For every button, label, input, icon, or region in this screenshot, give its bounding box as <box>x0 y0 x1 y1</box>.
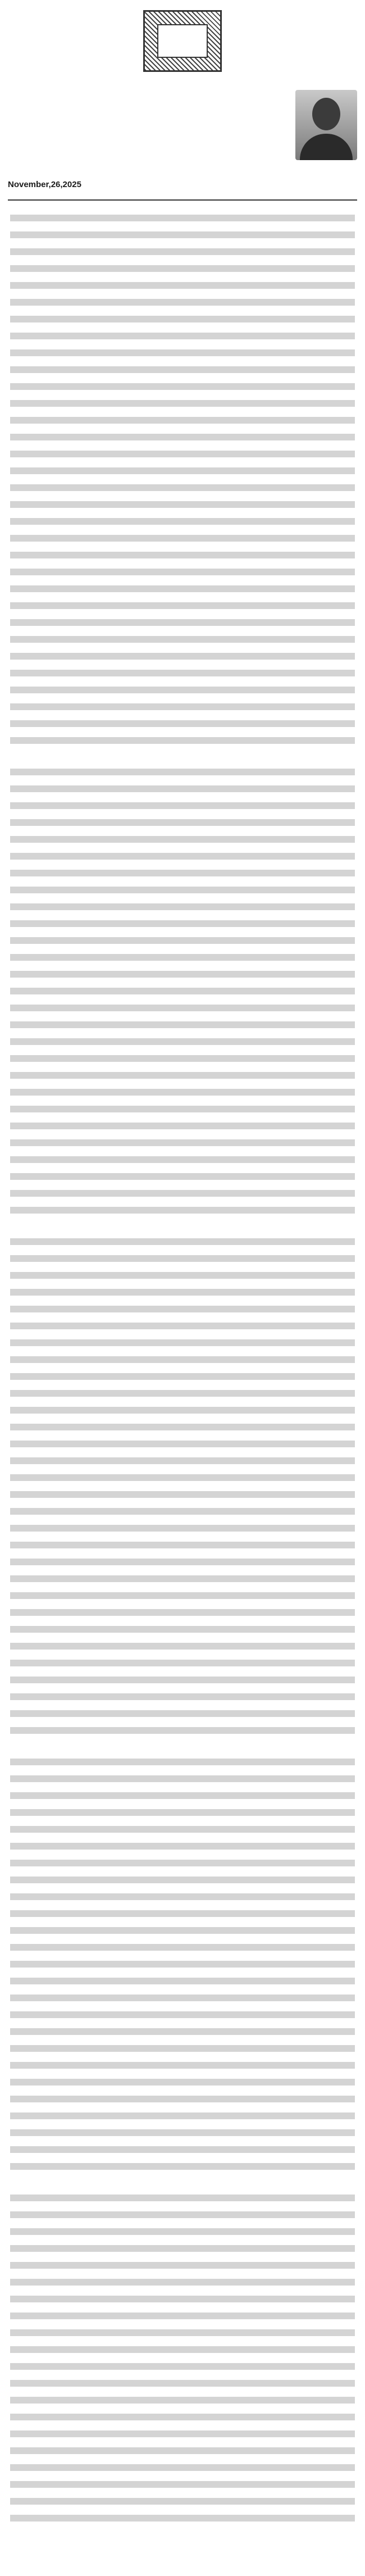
article-body <box>10 209 355 2541</box>
publish-date: November,26,2025 <box>8 180 81 189</box>
newspaper-logo <box>132 6 233 79</box>
newspaper-logo-icon <box>143 10 222 72</box>
title-divider <box>8 199 357 201</box>
article-paragraph <box>10 763 355 1218</box>
article-paragraph <box>10 209 355 748</box>
article-paragraph <box>10 1753 355 2174</box>
footer-credit <box>8 2555 357 2569</box>
title-band <box>8 163 357 197</box>
author-photo <box>295 90 357 160</box>
article-paragraph <box>10 2189 355 2526</box>
author-block <box>239 90 357 163</box>
article-paragraph <box>10 1233 355 1738</box>
